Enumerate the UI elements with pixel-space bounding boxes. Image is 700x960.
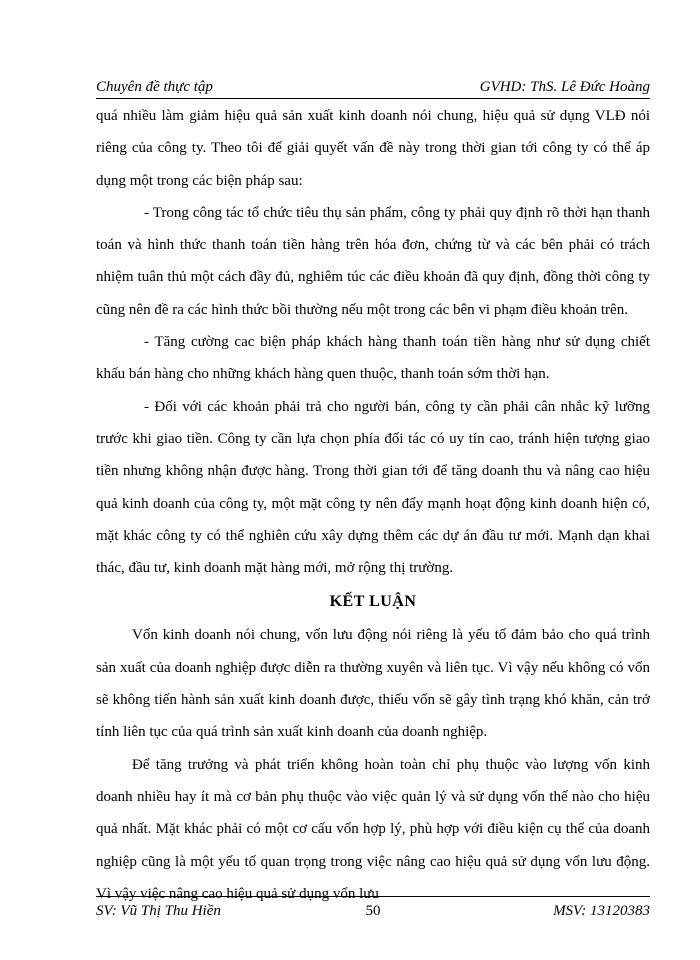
bullet-item: - Tăng cường cac biện pháp khách hàng thanh toán tiền hàng như sử dụng chiết khấu bán hàng cho những khách hàng quen thuộc, thanh toán sớm thời hạn. [96, 334, 650, 383]
footer-student-id: MSV: 13120383 [553, 903, 650, 919]
header-course-title: Chuyên đề thực tập [96, 79, 213, 95]
intro-paragraph: quá nhiều làm giảm hiệu quả sản xuất kinh doanh nói chung, hiệu quả sử dụng VLĐ nói riêng của công ty. Theo tôi để giải quyết vấn đề này trong thời gian tới công ty có thể áp dụng một trong các biện pháp sau: [96, 108, 650, 189]
bullet-item: - Đối với các khoản phải trả cho người bán, công ty cần phải cân nhắc kỹ lưỡng trước khi giao tiền. Công ty cần lựa chọn phía đối tác có uy tín cao, tránh hiện tượng giao tiền nhưng không nhận được hàng. Trong thời gian tới để tăng doanh thu và nâng cao hiệu quả kinh doanh của công ty, một mặt công ty nên đẩy mạnh hoạt động kinh doanh hiện có, mặt khác công ty có thể nghiên cứu xây dựng thêm các dự án đầu tư mới. Mạnh dạn khai thác, đầu tư, kinh doanh mặt hàng mới, mở rộng thị trường. [96, 398, 650, 577]
bullet-item: - Trong công tác tổ chức tiêu thụ sản phẩm, công ty phải quy định rõ thời hạn thanh toán và hình thức thanh toán tiền hàng trên hóa đơn, chứng từ và các bên phải có trách nhiệm tuân thủ một cách đầy đủ, nghiêm túc các điều khoản đã quy định, đồng thời công ty cũng nên đề ra các hình thức bồi thường nếu một trong các bên vi phạm điều khoản trên. [96, 204, 650, 318]
header-supervisor: GVHD: ThS. Lê Đức Hoàng [479, 79, 650, 95]
page-number: 50 [365, 903, 381, 919]
footer-student-name: SV: Vũ Thị Thu Hiền [96, 903, 221, 919]
page-body [96, 100, 650, 910]
page-header [96, 76, 650, 99]
conclusion-paragraph: Để tăng trưởng và phát triển không hoàn toàn chỉ phụ thuộc vào lượng vốn kinh doanh nhiều hay ít mà cơ bản phụ thuộc vào việc quản lý và sử dụng vốn thế nào cho hiệu quả nhất. Mặt khác phải có một cơ cấu vốn hợp lý, phù hợp với điều kiện cụ thể của doanh nghiệp cũng là một yếu tố quan trọng trong việc nâng cao hiệu quả sử dụng vốn lưu động. Vì vậy việc nâng cao hiệu quả sử dụng vốn lưu [96, 756, 650, 902]
page-footer [96, 896, 650, 923]
conclusion-heading: KẾT LUẬN [329, 593, 417, 611]
conclusion-paragraph: Vốn kinh doanh nói chung, vốn lưu động nói riêng là yếu tố đảm bảo cho quá trình sản xuất của doanh nghiệp được diễn ra thường xuyên và liên tục. Vì vậy nếu không có vốn sẽ không tiến hành sản xuất kinh doanh được, thiếu vốn sẽ gây tình trạng khó khăn, cản trở tính liên tục của quá trình sản xuất kinh doanh của doanh nghiệp. [96, 627, 650, 741]
